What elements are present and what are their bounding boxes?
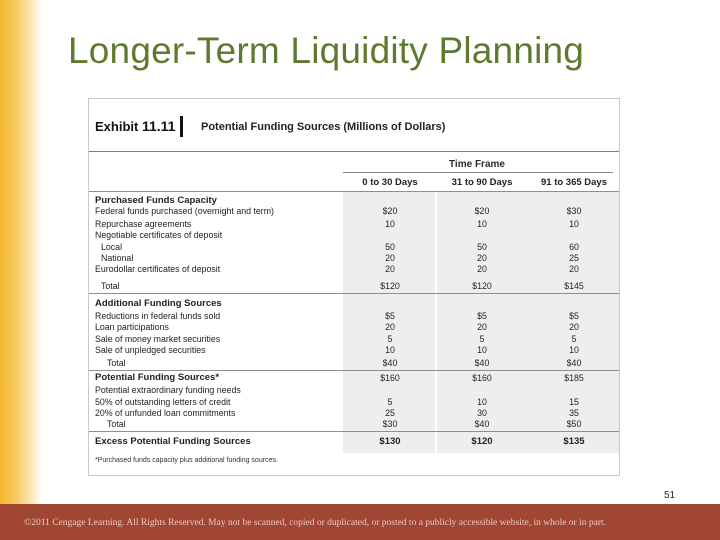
section-potential-funding: Potential Funding Sources* bbox=[95, 372, 220, 383]
cell-value: 10 bbox=[385, 219, 395, 229]
cell-value: $30 bbox=[382, 419, 398, 429]
cell-value: 5 bbox=[571, 334, 577, 344]
exhibit-footnote: *Purchased funds capacity plus additional funding sources. bbox=[95, 457, 278, 464]
section-excess-funding: Excess Potential Funding Sources bbox=[95, 436, 251, 447]
row-label: National bbox=[101, 253, 134, 263]
cell-value: $40 bbox=[474, 358, 490, 368]
row-label-total: Total bbox=[107, 419, 126, 429]
cell-value: $130 bbox=[379, 436, 401, 447]
cell-value: 50 bbox=[477, 242, 487, 252]
section-rule bbox=[89, 293, 619, 294]
row-label: Sale of money market securities bbox=[95, 334, 221, 344]
cell-value: $40 bbox=[382, 358, 398, 368]
exhibit-table bbox=[88, 98, 620, 476]
section-purchased-funds: Purchased Funds Capacity bbox=[95, 195, 217, 206]
exhibit-header bbox=[89, 99, 619, 135]
cell-value: 5 bbox=[387, 334, 393, 344]
cell-value: 50 bbox=[385, 242, 395, 252]
row-label: Reductions in federal funds sold bbox=[95, 311, 221, 321]
left-accent-band bbox=[0, 0, 42, 504]
cell-value: $40 bbox=[566, 358, 582, 368]
cell-value: 20 bbox=[385, 264, 395, 274]
cell-value: 10 bbox=[477, 345, 487, 355]
cell-value: 10 bbox=[569, 219, 579, 229]
timeframe-label: Time Frame bbox=[449, 159, 505, 170]
section-rule bbox=[89, 370, 619, 371]
cell-value: 10 bbox=[477, 397, 487, 407]
cell-value: 60 bbox=[569, 242, 579, 252]
cell-value: $120 bbox=[380, 281, 400, 291]
cell-value: 5 bbox=[479, 334, 485, 344]
cell-value: 5 bbox=[387, 397, 393, 407]
cell-value: 20 bbox=[385, 322, 395, 332]
cell-value: 30 bbox=[477, 408, 487, 418]
row-label: Sale of unpledged securities bbox=[95, 345, 206, 355]
cell-value: 20 bbox=[385, 253, 395, 263]
slide-title: Longer-Term Liquidity Planning bbox=[68, 30, 585, 71]
cell-value: 25 bbox=[569, 253, 579, 263]
cell-value: 20 bbox=[569, 322, 579, 332]
exhibit-badge bbox=[89, 116, 183, 137]
cell-value: 10 bbox=[385, 345, 395, 355]
exhibit-label: Exhibit bbox=[95, 119, 139, 134]
row-label: Loan participations bbox=[95, 322, 169, 332]
column-header-31-90: 31 to 90 Days bbox=[451, 177, 513, 188]
section-rule bbox=[89, 431, 619, 432]
cell-value: $120 bbox=[472, 281, 492, 291]
cell-value: $160 bbox=[380, 373, 400, 383]
header-divider bbox=[89, 151, 619, 152]
cell-value: 10 bbox=[477, 219, 487, 229]
row-label: Repurchase agreements bbox=[95, 219, 192, 229]
row-label: Potential extraordinary funding needs bbox=[95, 385, 241, 395]
column-header-91-365: 91 to 365 Days bbox=[540, 177, 607, 188]
cell-value: $50 bbox=[566, 419, 582, 429]
exhibit-number: 11.11 bbox=[141, 118, 176, 134]
cell-value: 20 bbox=[477, 253, 487, 263]
cell-value: $5 bbox=[385, 311, 395, 321]
cell-value: 25 bbox=[385, 408, 395, 418]
page-number: 51 bbox=[664, 490, 676, 501]
cell-value: $185 bbox=[564, 373, 584, 383]
row-label: Local bbox=[101, 242, 123, 252]
column-header-0-30: 0 to 30 Days bbox=[362, 177, 418, 188]
cell-value: $30 bbox=[566, 206, 582, 216]
cell-value: 20 bbox=[569, 264, 579, 274]
cell-value: 20 bbox=[477, 322, 487, 332]
cell-value: 35 bbox=[569, 408, 579, 418]
row-label: 50% of outstanding letters of credit bbox=[95, 397, 231, 407]
column-header-rule bbox=[89, 191, 619, 192]
cell-value: $20 bbox=[474, 206, 490, 216]
cell-value: $40 bbox=[474, 419, 490, 429]
cell-value: $5 bbox=[477, 311, 487, 321]
cell-value: $160 bbox=[472, 373, 492, 383]
row-label: 20% of unfunded loan commitments bbox=[95, 408, 236, 418]
footer-bar bbox=[0, 504, 720, 540]
row-label-total: Total bbox=[107, 358, 126, 368]
cell-value: $20 bbox=[382, 206, 398, 216]
timeframe-rule bbox=[343, 172, 613, 173]
row-label-total: Total bbox=[101, 281, 120, 291]
copyright-notice: ©2011 Cengage Learning. All Rights Reserved. May not be scanned, copied or duplicated, or posted to a publicly accessible website, in whole or in part. bbox=[24, 518, 606, 528]
row-label: Eurodollar certificates of deposit bbox=[95, 264, 221, 274]
cell-value: 20 bbox=[477, 264, 487, 274]
cell-value: $145 bbox=[564, 281, 584, 291]
cell-value: 10 bbox=[569, 345, 579, 355]
row-label: Negotiable certificates of deposit bbox=[95, 230, 223, 240]
cell-value: $5 bbox=[569, 311, 579, 321]
cell-value: 15 bbox=[569, 397, 579, 407]
cell-value: $135 bbox=[563, 436, 585, 447]
row-label: Federal funds purchased (overnight and term) bbox=[95, 206, 274, 216]
cell-value: $120 bbox=[471, 436, 493, 447]
section-additional-funding: Additional Funding Sources bbox=[95, 298, 222, 309]
exhibit-caption: Potential Funding Sources (Millions of Dollars) bbox=[201, 121, 446, 133]
